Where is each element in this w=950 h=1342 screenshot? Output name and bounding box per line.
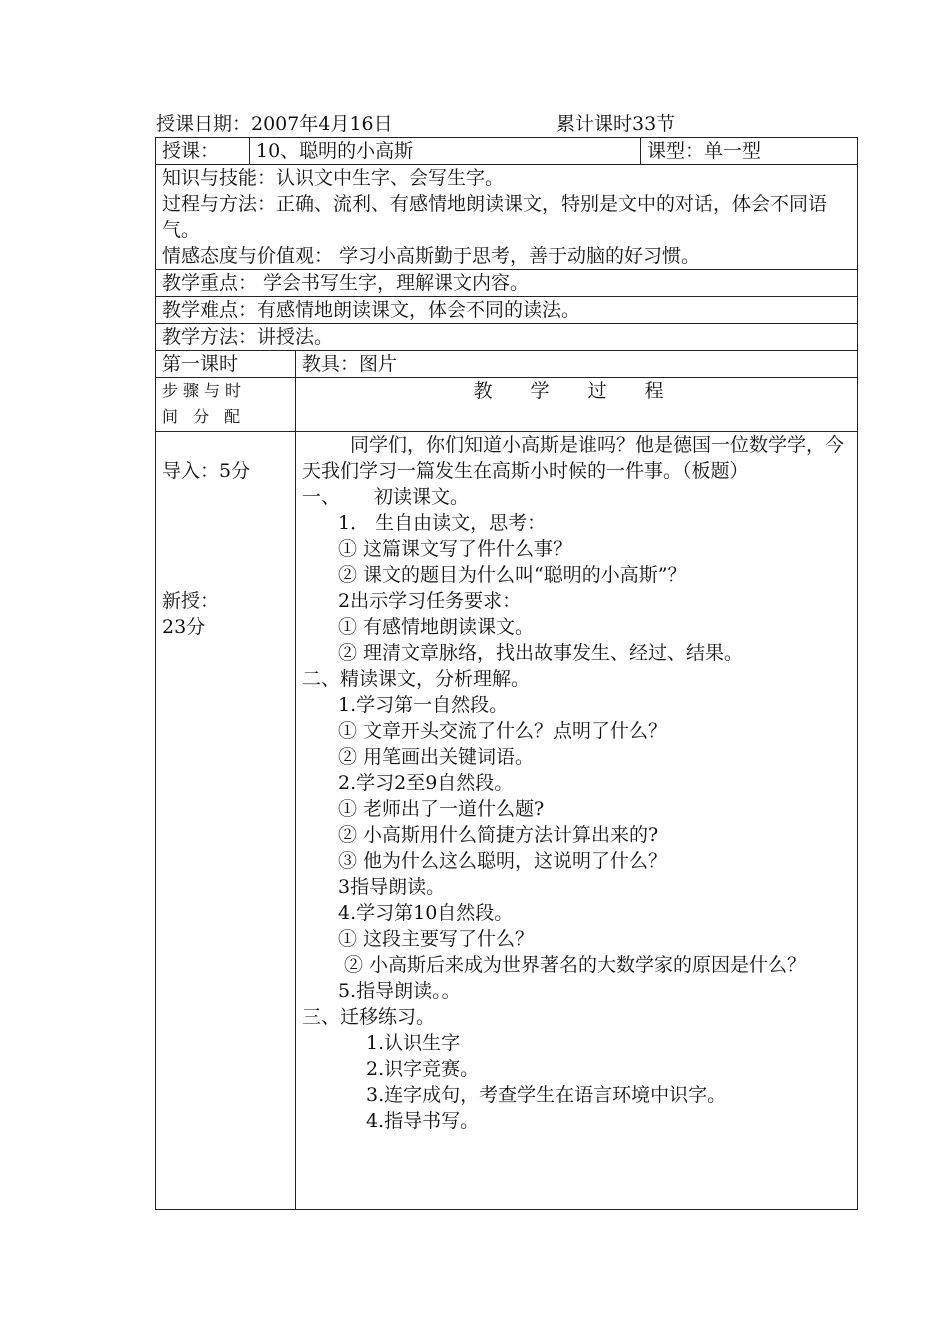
lesson-label: 授课： [156, 138, 250, 165]
objective-knowledge: 知识与技能：认识文中生字、会写生字。 [162, 167, 505, 189]
period: 第一课时 [156, 351, 296, 378]
difficulty: 教学难点：有感情地朗读课文，体会不同的读法。 [156, 297, 858, 324]
section1-item1: 1． 生自由读文，思考： [338, 512, 547, 534]
section3-item2: 2.识字竞赛。 [366, 1058, 480, 1080]
section3-title: 三、迁移练习。 [302, 1006, 436, 1028]
objectives-row [156, 165, 858, 270]
objective-emotion: 情感态度与价值观： 学习小高斯勤于思考，善于动脑的好习惯。 [162, 245, 701, 267]
section1-item2: 2出示学习任务要求： [338, 590, 522, 612]
section1-number: 一、 [302, 486, 341, 508]
method-row [156, 324, 858, 351]
method: 教学方法：讲授法。 [156, 324, 858, 351]
process-heading [296, 378, 858, 432]
process-cell [296, 432, 858, 1210]
teaching-tools: 教具：图片 [296, 351, 858, 378]
section1-question2: ② 课文的题目为什么叫“聪明的小高斯”？ [338, 564, 687, 586]
section2-question3: ① 老师出了一道什么题? [338, 798, 545, 820]
section3-item4: 4.指导书写。 [366, 1110, 480, 1132]
section2-question6: ① 这段主要写了什么？ [338, 928, 535, 950]
difficulty-row [156, 297, 858, 324]
lesson-date: 授课日期：2007年4月16日 [156, 113, 393, 135]
section1-heading [302, 484, 851, 510]
steps-heading-line1: 步骤与时 [162, 381, 247, 400]
section1-question1: ① 这篇课文写了件什么事？ [338, 538, 573, 560]
section2-question2: ② 用笔画出关键词语。 [338, 746, 535, 768]
lesson-row [156, 138, 858, 165]
objectives-cell [156, 165, 858, 270]
steps-heading [156, 378, 296, 432]
section2-question4: ② 小高斯用什么简捷方法计算出来的? [338, 824, 659, 846]
section2-question1: ① 文章开头交流了什么？点明了什么？ [338, 720, 668, 742]
steps-heading-line2: 间 分 配 [162, 407, 246, 426]
section1-title: 初读课文。 [374, 486, 470, 508]
process-heading-text: 教 学 过 程 [473, 380, 680, 402]
section2-question5: ③ 他为什么这么聪明，这说明了什么？ [338, 850, 668, 872]
key-point: 教学重点： 学会书写生字，理解课文内容。 [156, 270, 858, 297]
heading-row [156, 378, 858, 432]
lesson-type: 课型：单一型 [641, 138, 858, 165]
section2-item5: 5.指导朗读。。 [338, 980, 461, 1002]
section2-item4: 4.学习第10自然段。 [338, 902, 514, 924]
lesson-plan-table [155, 137, 858, 1210]
new-lesson-time: 23分 [162, 616, 206, 638]
intro-step: 导入：5分 [162, 460, 251, 482]
objective-process: 过程与方法：正确、流利、有感情地朗读课文，特别是文中的对话，体会不同语气。 [162, 193, 828, 241]
section2-item3: 3指导朗读。 [338, 876, 446, 898]
section1-requirement1: ① 有感情地朗读课文。 [338, 616, 535, 638]
intro-text: 同学们，你们知道小高斯是谁吗？他是德国一位数学学，今天我们学习一篇发生在高斯小时候的一件事。（板题） [302, 434, 845, 482]
period-row [156, 351, 858, 378]
steps-cell [156, 432, 296, 1210]
section2-item1: 1.学习第一自然段。 [338, 694, 509, 716]
section3-item3: 3.连字成句，考查学生在语言环境中识字。 [366, 1084, 727, 1106]
key-point-row [156, 270, 858, 297]
process-row [156, 432, 858, 1210]
section2-title: 二、精读课文，分析理解。 [302, 668, 531, 690]
section2-item2: 2.学习2至9自然段。 [338, 772, 514, 794]
section1-requirement2: ② 理清文章脉络，找出故事发生、经过、结果。 [338, 642, 744, 664]
new-lesson-label: 新授： [162, 590, 220, 612]
lesson-title: 10、聪明的小高斯 [250, 138, 641, 165]
cumulative-hours: 累计课时33节 [556, 113, 676, 135]
section2-question7: ② 小高斯后来成为世界著名的大数学家的原因是什么？ [344, 954, 807, 976]
section3-item1: 1.认识生字 [366, 1032, 461, 1054]
